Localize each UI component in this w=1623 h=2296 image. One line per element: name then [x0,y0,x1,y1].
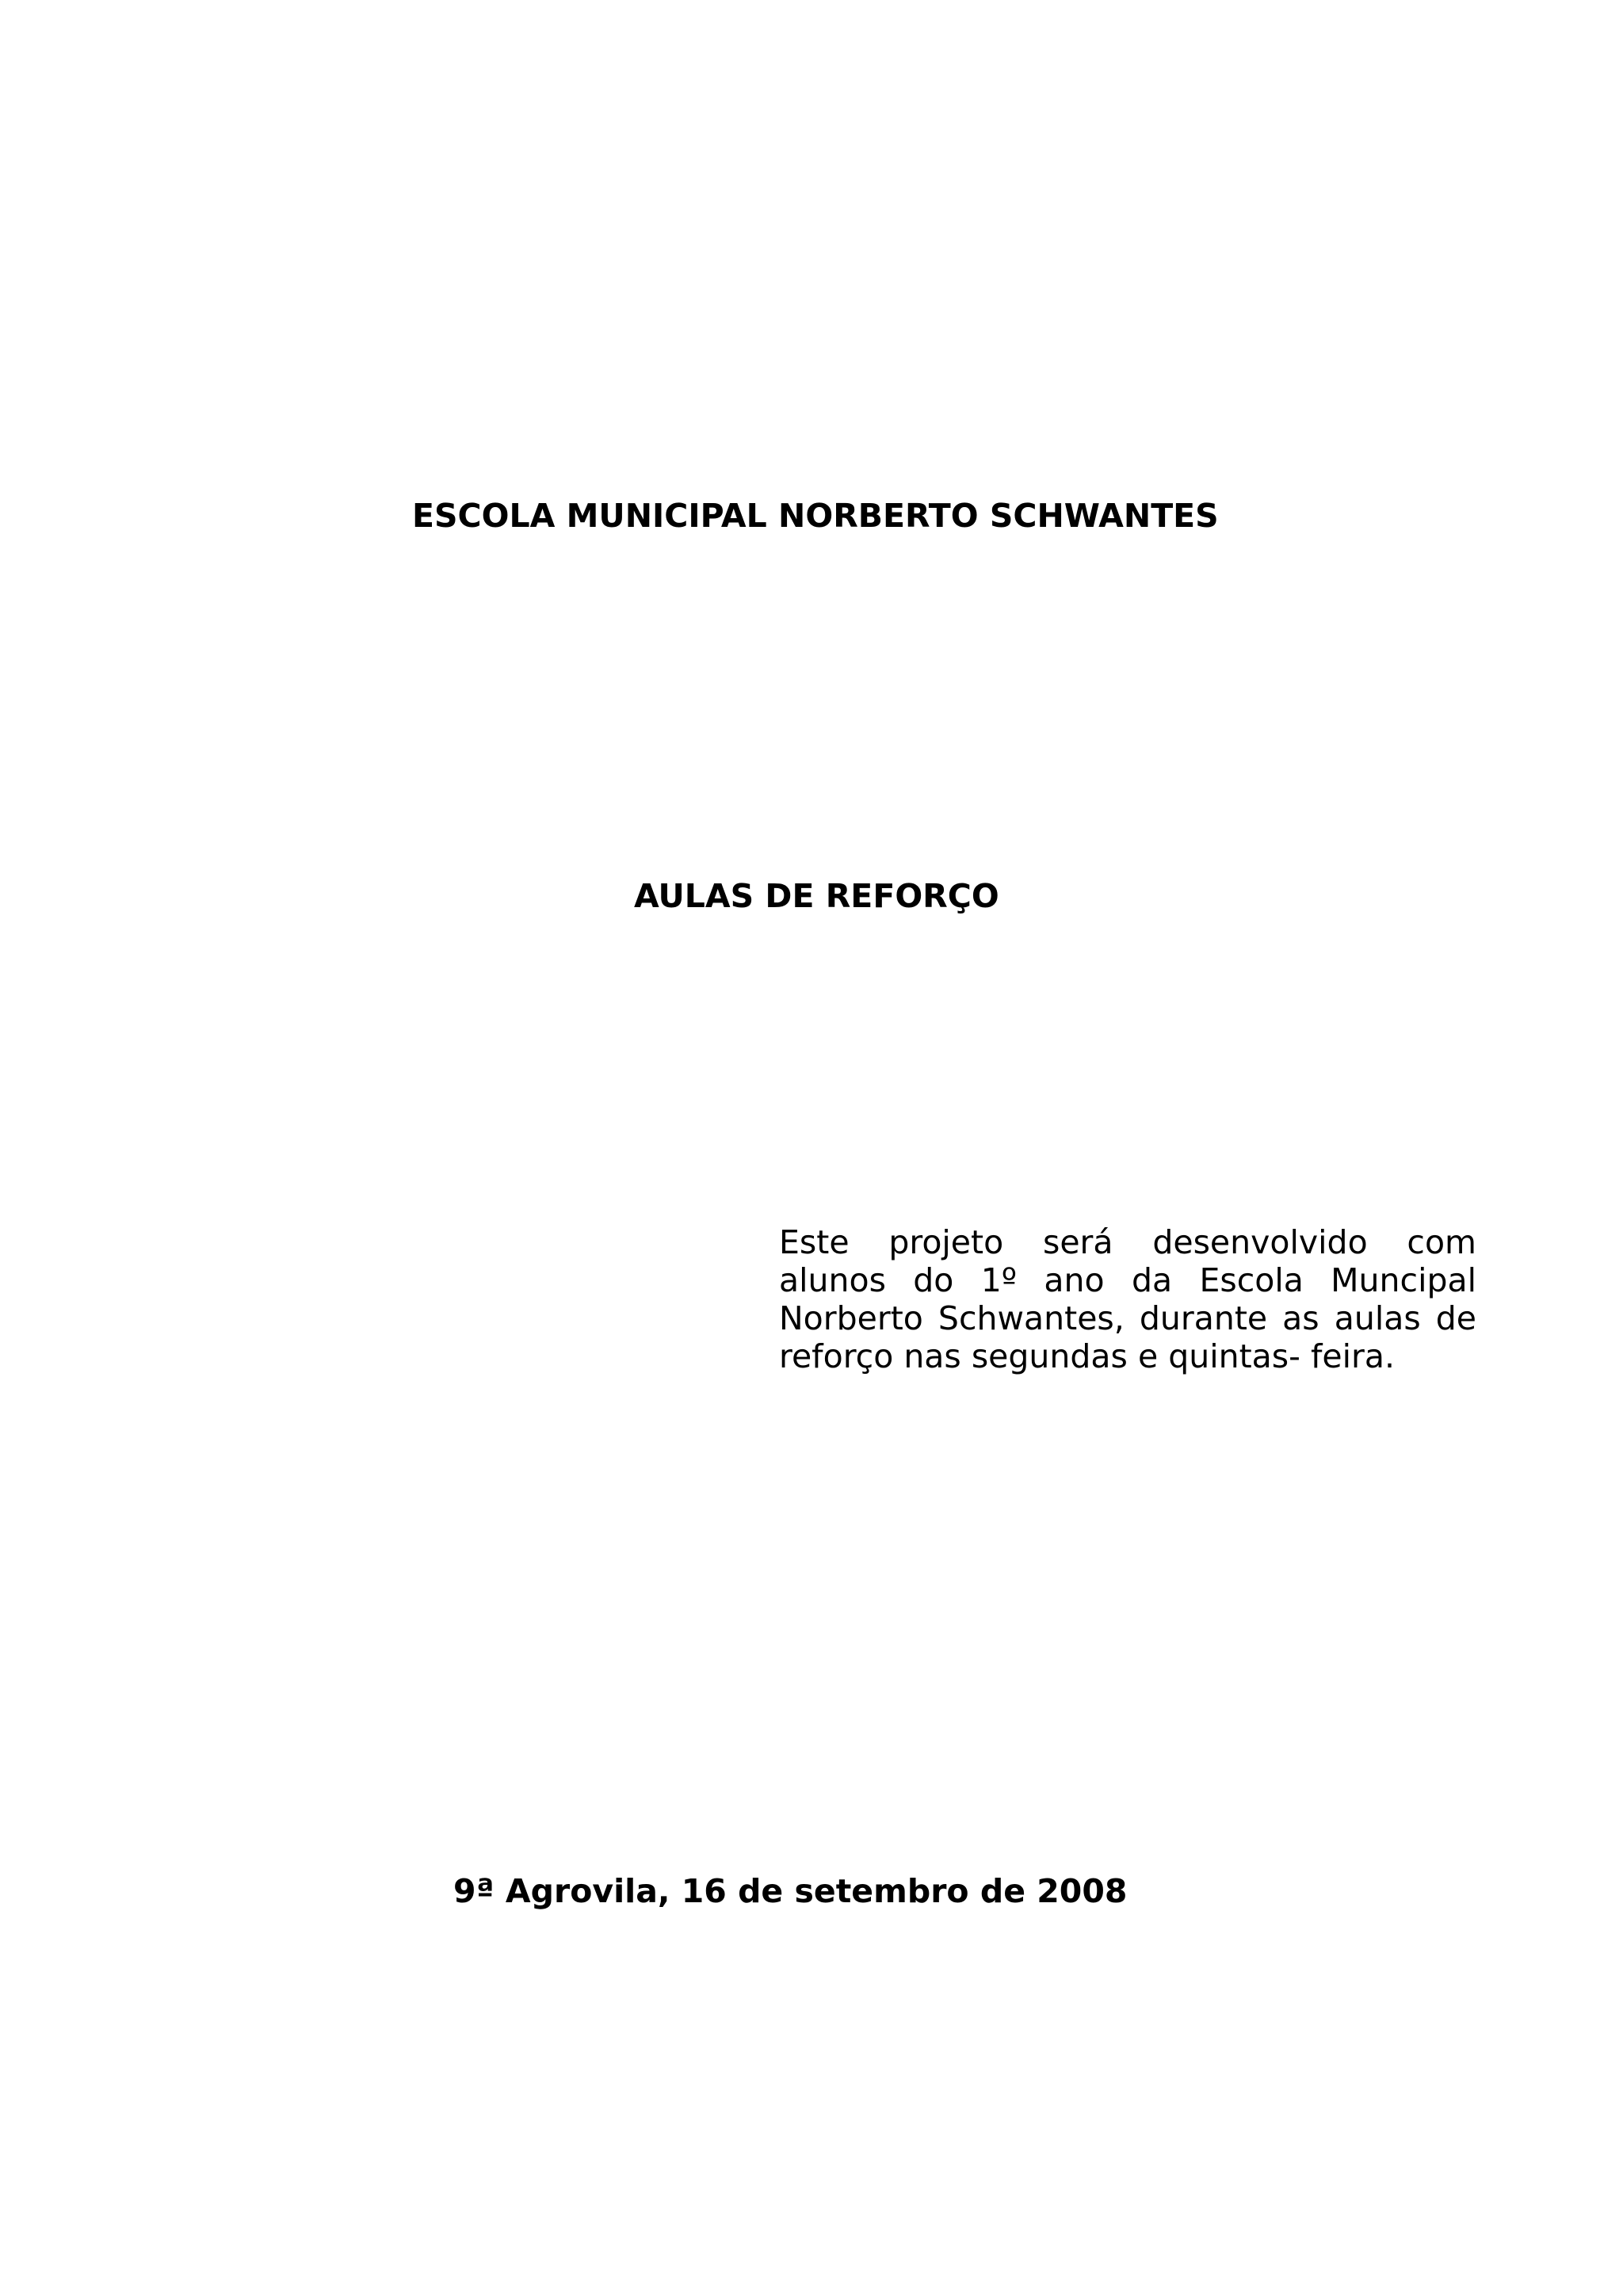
place-date-line: 9ª Agrovila, 16 de setembro de 2008 [453,1872,1128,1910]
project-title-heading: AULAS DE REFORÇO [634,877,999,915]
school-name-heading: ESCOLA MUNICIPAL NORBERTO SCHWANTES [412,497,1219,535]
project-description-paragraph: Este projeto será desenvolvido com alunos do 1º ano da Escola Muncipal Norberto Schwantes, durante as aulas de reforço nas segundas e quintas- feira. [779,1223,1476,1375]
